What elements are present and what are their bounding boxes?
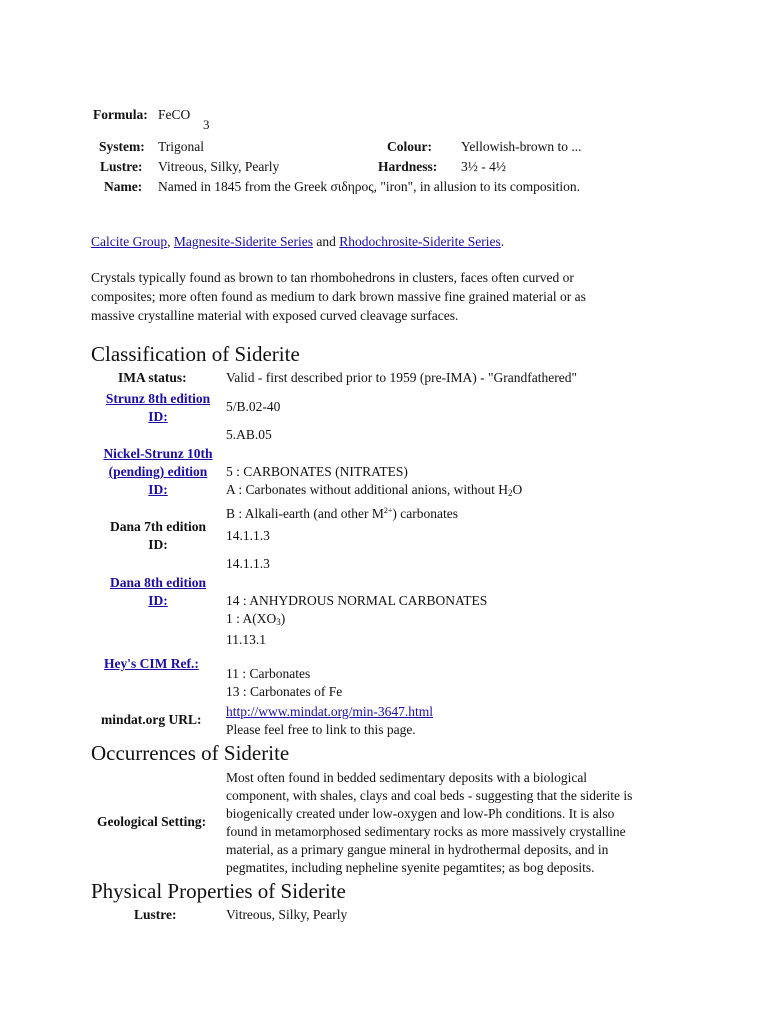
occurrences-heading: Occurrences of Siderite — [91, 741, 290, 765]
sep-end: . — [500, 234, 505, 249]
dana8-line-2: 1 : $A(XO_3)$ — [226, 611, 286, 627]
geological-setting-value — [226, 769, 696, 877]
name-label: Name: — [104, 179, 143, 194]
description-line: composites; more often found as medium to dark brown massive fine grained material or as — [91, 289, 586, 304]
sep-2: and — [312, 234, 340, 249]
geo-line: found in metamorphosed sedimentary rocks as more massively crystalline — [226, 824, 626, 839]
dana8-line-3: 11.13.1 — [226, 632, 266, 647]
mindat-note: Please feel free to link to this page. — [226, 722, 416, 737]
strunz8-label — [90, 390, 226, 426]
lustre-value: Vitreous, Silky, Pearly — [158, 159, 280, 174]
nickel-line-1: 5 : CARBONATES (NITRATES) — [226, 464, 408, 479]
dana8-values — [226, 592, 487, 649]
physical-lustre-label: Lustre: — [134, 907, 177, 922]
nickel-strunz-link[interactable]: Nickel-Strunz 10th — [103, 446, 213, 461]
formula-label: Formula: — [93, 107, 148, 122]
system-value: Trigonal — [158, 139, 205, 154]
rhodochrosite-siderite-link[interactable]: Rhodochrosite-Siderite Series — [339, 234, 501, 249]
geo-line: component, with shales, clays and coal beds - suggesting that the siderite is — [226, 788, 633, 803]
calcite-group-link[interactable]: Calcite Group — [91, 234, 168, 249]
physical-properties-heading: Physical Properties of Siderite — [91, 879, 346, 903]
nickel-strunz-id-link[interactable]: ID: — [148, 482, 168, 497]
dana8-id-link[interactable]: ID: — [148, 593, 168, 608]
geo-line: biogenically created under low-oxygen and low-Ph conditions. It is also — [226, 806, 615, 821]
heys-cim-link[interactable]: Hey's CIM Ref.: — [104, 656, 199, 671]
group-links — [91, 234, 504, 250]
description-line: massive crystalline material with exposed curved cleavage surfaces. — [91, 308, 459, 323]
nickel-strunz-link-2[interactable]: (pending) edition — [108, 464, 208, 479]
strunz8-value: 5/B.02-40 — [226, 399, 281, 414]
classification-heading: Classification of Siderite — [91, 342, 300, 366]
mindat-url-label: mindat.org URL: — [101, 712, 202, 727]
system-label: System: — [99, 139, 145, 154]
hardness-value: 3½ - 4½ — [461, 159, 506, 174]
formula-subscript: 3 — [203, 117, 210, 132]
hardness-label: Hardness: — [378, 159, 438, 174]
strunz8-id-link[interactable]: ID: — [148, 409, 168, 424]
lustre-label: Lustre: — [100, 159, 143, 174]
nickel-strunz-label — [90, 445, 226, 499]
ima-status-value: Valid - first described prior to 1959 (pre-IMA) - "Grandfathered" — [226, 370, 578, 385]
colour-label: Colour: — [387, 139, 432, 154]
ima-status-label: IMA status: — [118, 370, 187, 385]
strunz8-link[interactable]: Strunz 8th edition — [105, 391, 211, 406]
colour-value: Yellowish-brown to ... — [461, 139, 582, 154]
heys-line-2: 13 : Carbonates of Fe — [226, 684, 343, 699]
magnesite-siderite-link[interactable]: Magnesite-Siderite Series — [173, 234, 313, 249]
physical-lustre-value: Vitreous, Silky, Pearly — [226, 907, 348, 922]
mindat-values — [226, 703, 433, 739]
dana7-label-2: ID: — [148, 537, 168, 552]
dana7-label — [90, 518, 226, 554]
formula-value: FeCO — [158, 107, 191, 122]
dana7-label-1: Dana 7th edition — [109, 519, 207, 534]
nickel-line-3: B : Alkali-earth (and other $M^{2+}$) carbonates — [226, 506, 458, 521]
nickel-strunz-values — [226, 463, 522, 523]
description-line: Crystals typically found as brown to tan rhombohedrons in clusters, faces often curved or — [91, 270, 574, 285]
name-value: Named in 1845 from the Greek σιδηρος, "iron", in allusion to its composition. — [158, 179, 581, 194]
geo-line: material, as a primary gangue mineral in hydrothermal deposits, and in — [226, 842, 609, 857]
strunz10-value: 5.AB.05 — [226, 427, 272, 442]
geo-line: pegmatites, including nepheline syenite pegamtites; as bog deposits. — [226, 860, 595, 875]
geo-line: Most often found in bedded sedimentary deposits with a biological — [226, 770, 588, 785]
mindat-url-link[interactable]: http://www.mindat.org/min-3647.html — [226, 704, 433, 719]
description — [91, 268, 586, 325]
heys-line-1: 11 : Carbonates — [226, 666, 311, 681]
sep-1: , — [167, 234, 174, 249]
nickel-line-2: A : Carbonates without additional anions, without $H_2O$ — [226, 482, 523, 498]
dana8-link[interactable]: Dana 8th edition — [109, 575, 207, 590]
dana8-line-1: 14 : ANHYDROUS NORMAL CARBONATES — [226, 593, 488, 608]
geological-setting-label: Geological Setting: — [97, 814, 207, 829]
heys-values — [226, 665, 342, 701]
dana8-label — [90, 574, 226, 610]
dana7-value: 14.1.1.3 — [226, 528, 270, 543]
dana8-value-a: 14.1.1.3 — [226, 556, 270, 571]
